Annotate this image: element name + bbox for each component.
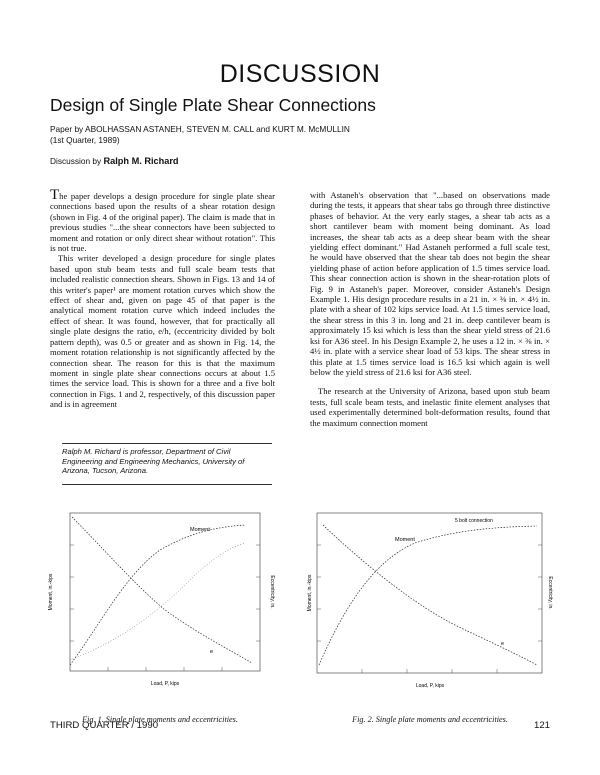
moment-label: Moment	[395, 537, 415, 543]
article-title: Design of Single Plate Shear Connections	[50, 95, 376, 115]
paragraph: This writer developed a design procedure for single plates based upon stub beam tests and full scale beam tests that included realistic connection shears. Shown in Figs. 13 and 14 of this writer's paper¹ are moment rotation curves which show the effect of shear and, given on page 45 of that paper is the analytical moment rotation curve which indeed includes the effect of shear. It was found, however, that for practically all single plate designs the ratio, e/h, (eccentricity divided by bolt pattern depth), was 0.5 or greater and as shown in Fig. 14, the moment rotation relationship is not significantly affected by the connection shear. The reason for this is that the maximum moment in single plate shear connections occurs at about 1.5 times the service load. This is shown for a three and a five bolt connection in Figs. 1 and 2, respectively, of this discussion paper and is in agreement	[50, 253, 275, 410]
y2-axis-label: Eccentricity, in.	[547, 576, 553, 610]
paragraph-text: he paper develops a design procedure for single plate shear connections based upon the results of a shear rotation design (shown in Fig. 4 of the original paper). The claim is made that in previous studies "...the shear connectors have been subjected to moment and rotation or only direct shear without rotation". This is not true.	[50, 191, 275, 254]
discussion-author-name: Ralph M. Richard	[103, 156, 179, 166]
figure-1	[40, 505, 280, 710]
x-axis-label: Load, P, kips	[415, 683, 445, 689]
footer-journal-issue: THIRD QUARTER / 1990	[50, 720, 159, 731]
discussion-prefix: Discussion by	[50, 156, 102, 166]
y2-axis-label: Eccentricity, in.	[269, 575, 275, 609]
byline-authors: Paper by ABOLHASSAN ASTANEH, STEVEN M. CALL and KURT M. McMULLIN	[50, 124, 350, 134]
byline-issue: (1st Quarter, 1989)	[50, 134, 120, 145]
footnote-rule	[62, 443, 272, 444]
discussion-author	[50, 156, 179, 166]
y-axis-label: Moment, in.-kips	[48, 573, 54, 611]
moment-curve	[319, 526, 537, 665]
tick-marks	[70, 545, 260, 671]
ecc-label: e	[210, 649, 214, 655]
moment-curve	[70, 525, 245, 665]
page-number: 121	[533, 720, 550, 731]
ecc-label: e	[501, 641, 505, 647]
author-affiliation: Ralph M. Richard is professor, Department of Civil Engineering and Engineering Mechanics, University of Arizona, Tucson, Arizona.	[62, 447, 245, 476]
column-left	[50, 187, 275, 410]
figure-2	[305, 505, 555, 710]
eccentricity-curve	[323, 525, 537, 665]
column-right	[310, 190, 550, 428]
legend-label: 5 bolt connection	[455, 518, 493, 524]
figure-2-caption: Fig. 2. Single plate moments and eccentricities.	[352, 715, 508, 724]
x-axis-label: Load, P, kips	[150, 681, 180, 687]
paragraph: The research at the University of Arizona, based upon stub beam tests, full scale beam tests, and inelastic finite element analyses that used experimentally determined bolt-deformation results, found that the maximum connection moment	[310, 386, 550, 428]
tick-marks	[317, 545, 542, 673]
drop-cap: T	[50, 187, 60, 203]
byline	[50, 124, 550, 145]
secondary-curve	[70, 543, 245, 660]
figure-1-caption: Fig. 1. Single plate moments and eccentricities.	[82, 715, 238, 724]
paragraph: with Astaneh's observation that "...based on observations made during the tests, it appears that shear tabs go through three distinctive phases of behavior. At the very early stages, a shear tab acts as a short cantilever beam with moment being dominant. As load increases, the shear tab acts as a deep shear beam with the shear yielding effect dominant." Had Astaneh performed a full scale test, he would have observed that the shear tab does not begin the shear yielding phase of action before application of 1.5 times service load. This shear connection action is shown in the shear-rotation plots of Fig. 9 in Astaneh's paper. Moreover, consider Astaneh's Design Example 1. His design procedure results in a 21 in. × ⅜ in. × 4½ in. plate with a shear of 102 kips service load. At 1.5 times service load, the shear stress in this 3 in. long and 21 in. deep cantilever beam is approximately 15 ksi which is less than the shear yield stress of 21.6 ksi for A36 steel. In his Design Example 2, he uses a 12 in. × ⅜ in. × 4½ in. plate with a service shear load of 53 kips. The shear stress in this plate at 1.5 times service load is 16.5 ksi which again is well below the yield stress of 21.6 ksi for A36 steel.	[310, 190, 550, 377]
footnote-rule	[62, 484, 272, 485]
plot-frame	[317, 513, 542, 673]
moment-label: Moment	[190, 527, 210, 533]
eccentricity-curve	[72, 517, 252, 663]
paragraph	[50, 187, 275, 254]
y-axis-label: Moment, in.-kips	[307, 574, 313, 612]
section-banner: DISCUSSION	[219, 60, 381, 88]
